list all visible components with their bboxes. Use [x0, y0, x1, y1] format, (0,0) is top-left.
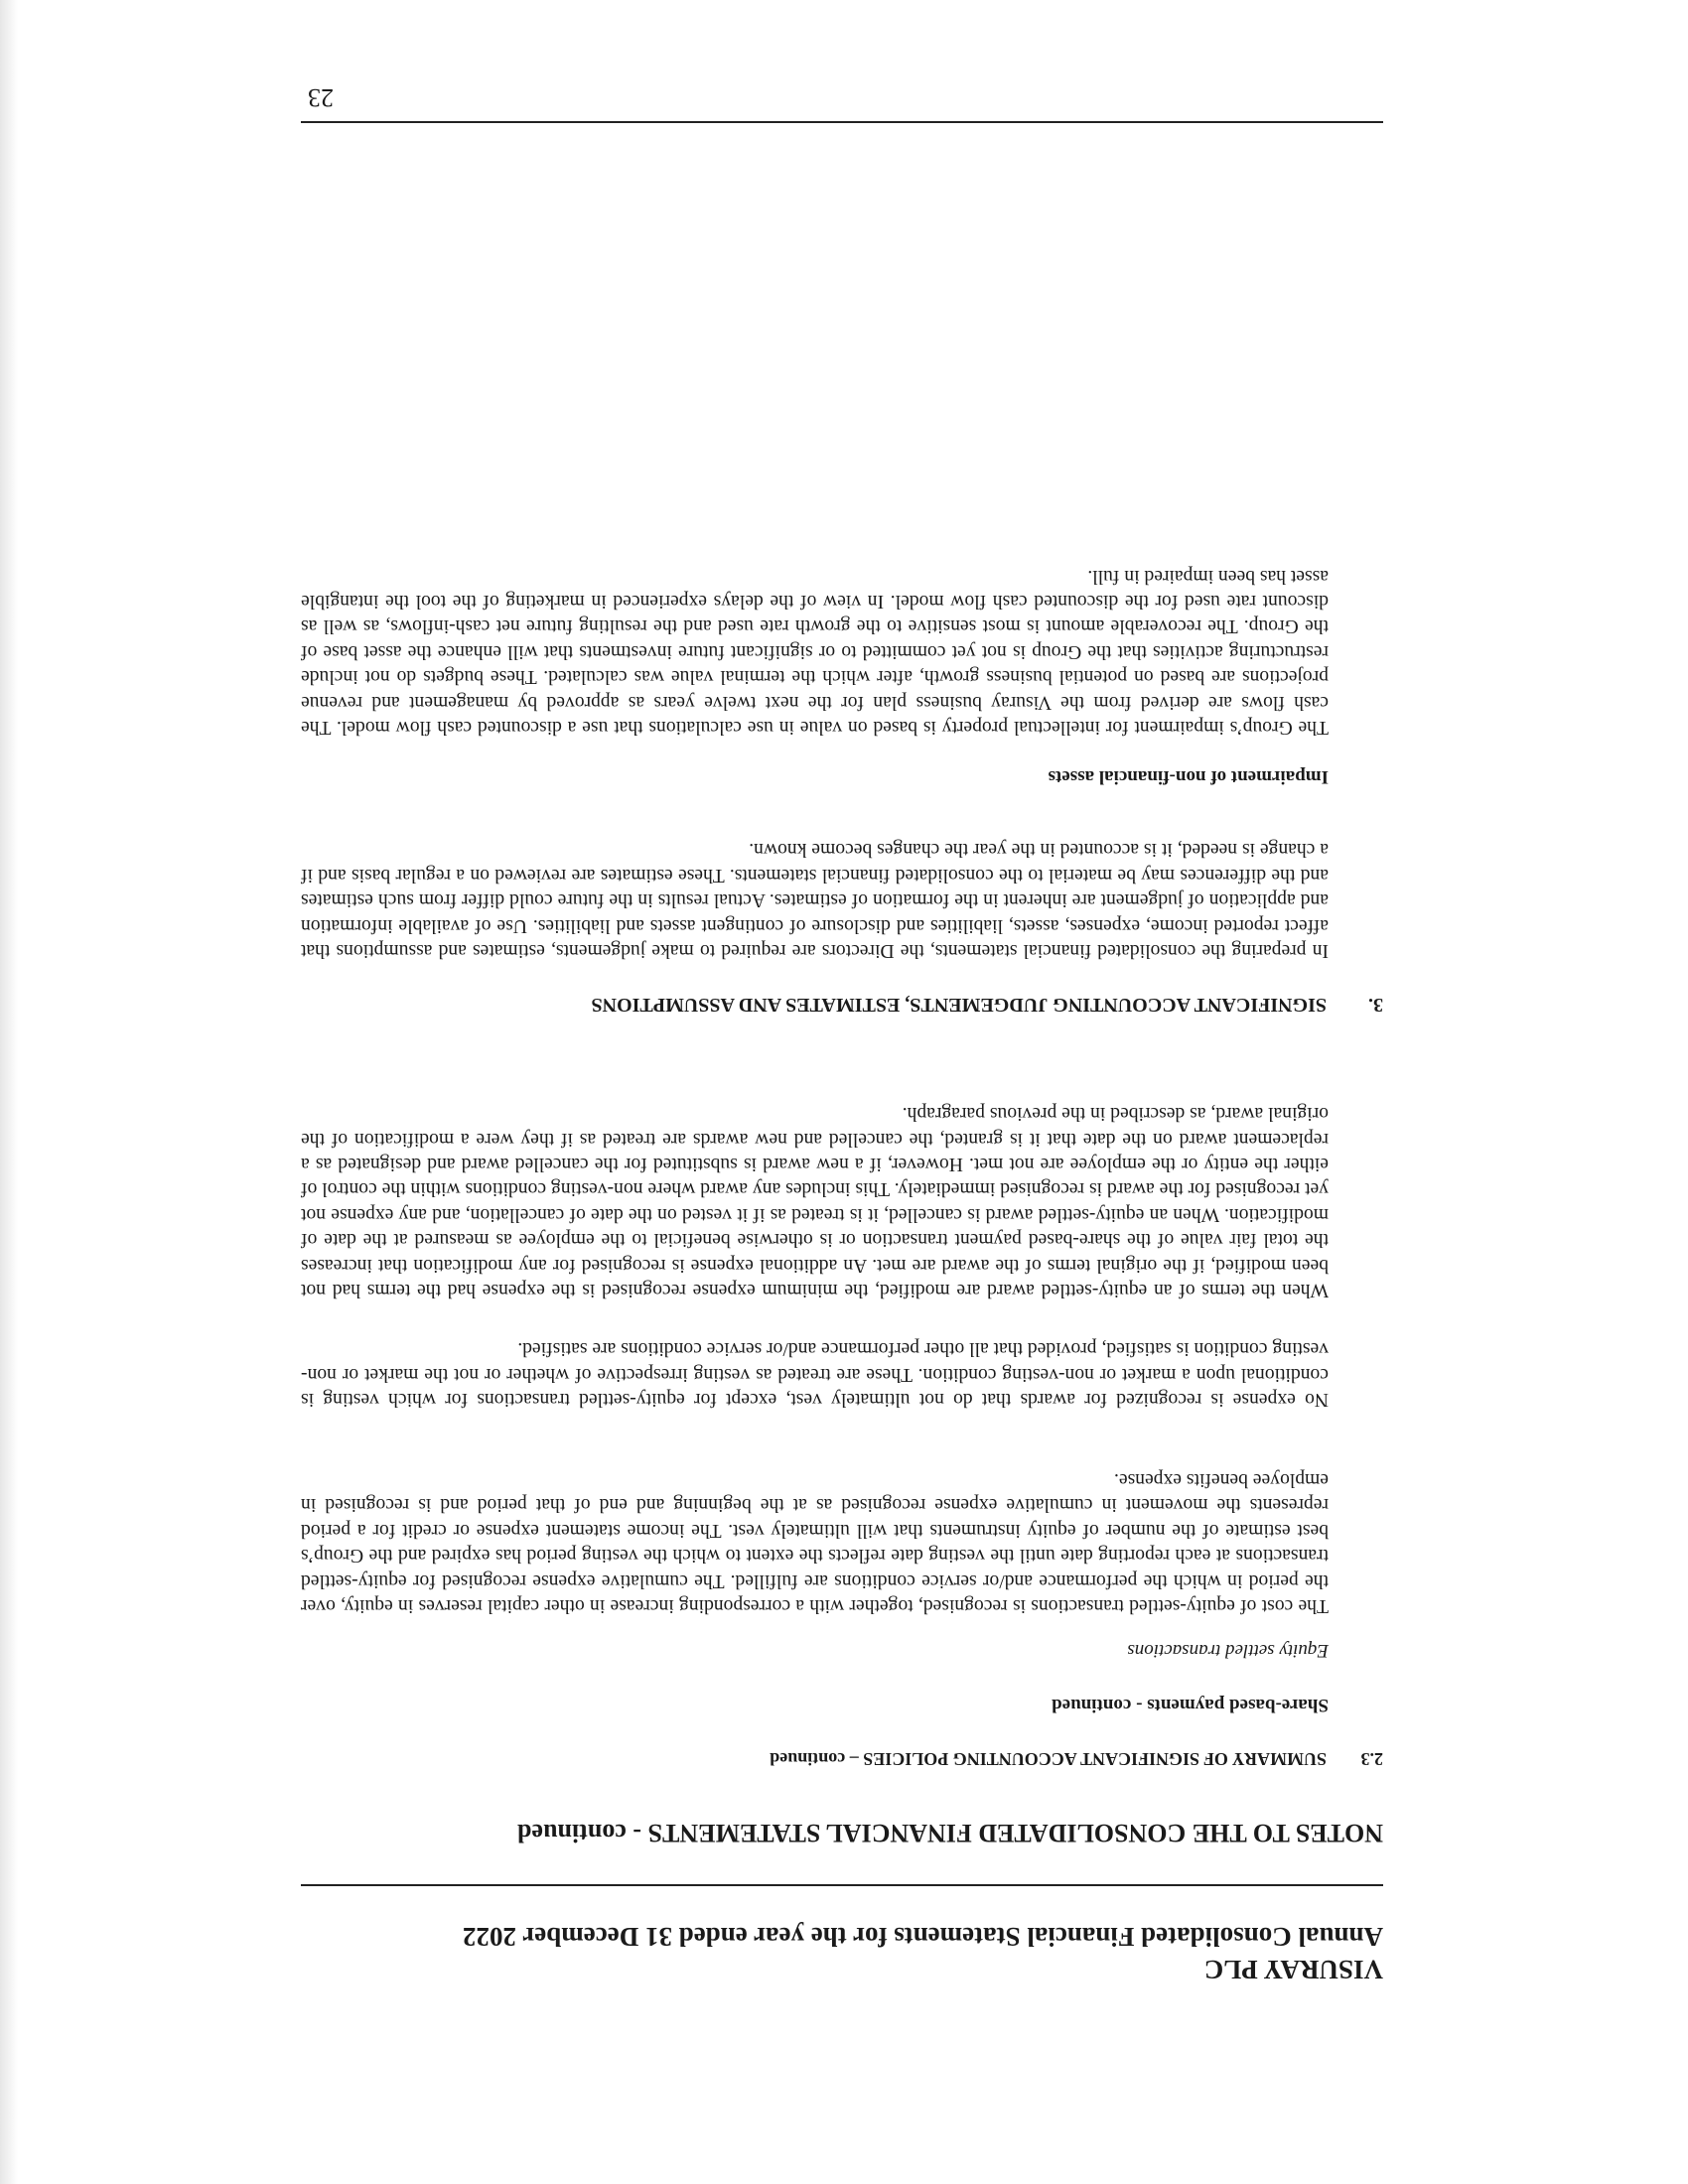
paragraph-equity-settled-cost: The cost of equity-settled transactions is recognised, together with a corresponding increase in other capital reserves in equity, over the period in which the performance and/or service conditions are fulfilled. The cumulative expense recognised for equity-settled transactions at each reporting date until the vesting date reflects the extent to which the vesting period has expired and the Group’s best estimate of the number of equity instruments that will ultimately vest. The income statement expense or credit for a period represents the movement in cumulative expense recognised as at the beginning and end of that period and is recognised in employee benefits expense. [301, 1468, 1329, 1616]
paragraph-judgements: In preparing the consolidated financial statements, the Directors are required to make judgements, estimates and assumptions that affect reported income, expenses, assets, liabilities and disclosure of contingent assets and liabilities. Use of available information and application of judgement are inherent in the formation of estimates. Actual results in the future could differ from such estimates and the differences may be material to the consolidated financial statements. These estimates are reviewed on a regular basis and if a change is needed, it is accounted in the year the changes become known. [301, 839, 1329, 961]
notes-title: NOTES TO THE CONSOLIDATED FINANCIAL STATEMENTS - continued [517, 1819, 1383, 1847]
subheading-equity-settled: Equity settled transactions [1127, 1640, 1329, 1661]
subheading-share-based-payments: Share-based payments - continued [1052, 1695, 1329, 1715]
paragraph-no-expense: No expense is recognized for awards that do not ultimately vest, except for equity-settled transactions for which vesting is conditional upon a market or non-vesting condition. These are treated as vesting irrespective of whether or not the market or non-vesting condition is satisfied, provided that all other performance and/or service conditions are satisfied. [301, 1338, 1329, 1410]
footer-divider [301, 121, 1383, 123]
section-number: 2.3 [1360, 1749, 1383, 1769]
section-title: SUMMARY OF SIGNIFICANT ACCOUNTING POLICIES – continued [770, 1749, 1327, 1769]
section-heading-3 [591, 992, 1383, 1018]
section-title: SIGNIFICANT ACCOUNTING JUDGEMENTS, ESTIMATES AND ASSUMPTIONS [591, 994, 1327, 1016]
subheading-impairment: Impairment of non-financial assets [1048, 766, 1329, 787]
paragraph-modification: When the terms of an equity-settled award are modified, the minimum expense recognised is the expense had the terms had not been modified, if the original terms of the award are met. An additional expense is recognised for any modification that increases the total fair value of the share-based payment transaction or is otherwise beneficial to the employee as measured at the date of modification. When an equity-settled award is cancelled, it is treated as if it vested on the date of cancellation, and any expense not yet recognised for the award is recognised immediately. This includes any award where non-vesting conditions within the control of either the entity or the employee are not met. However, if a new award is substituted for the cancelled award and designated as a replacement award on the date that it is granted, the cancelled and new awards are treated as if they were a modification of the original award, as described in the previous paragraph. [301, 1103, 1329, 1300]
section-heading-2-3 [770, 1746, 1383, 1772]
page-number: 23 [308, 83, 334, 112]
document-title: Annual Consolidated Financial Statements for the year ended 31 December 2022 [463, 1922, 1383, 1952]
paragraph-impairment: The Group’s impairment for intellectual property is based on value in use calculations that use a discounted cash flow model. The cash flows are derived from the Visuray business plan for the next twelve years as approved by management and revenue projections are based on potential business growth, after which the terminal value was calculated. These budgets do not include restructuring activities that the Group is not yet committed to or significant future investments that will enhance the asset base of the Group. The recoverable amount is most sensitive to the growth rate used and the resulting future net cash-inflows, as well as discount rate used for the discounted cash flow model. In view of the delays experienced in marketing of the tool the intangible asset has been impaired in full. [301, 565, 1329, 738]
company-name: VISURAY PLC [1203, 1955, 1383, 1984]
header-divider [301, 1884, 1383, 1886]
section-number: 3. [1368, 994, 1383, 1016]
scan-edge-shadow [0, 0, 18, 2184]
page-header [301, 1920, 1383, 1985]
